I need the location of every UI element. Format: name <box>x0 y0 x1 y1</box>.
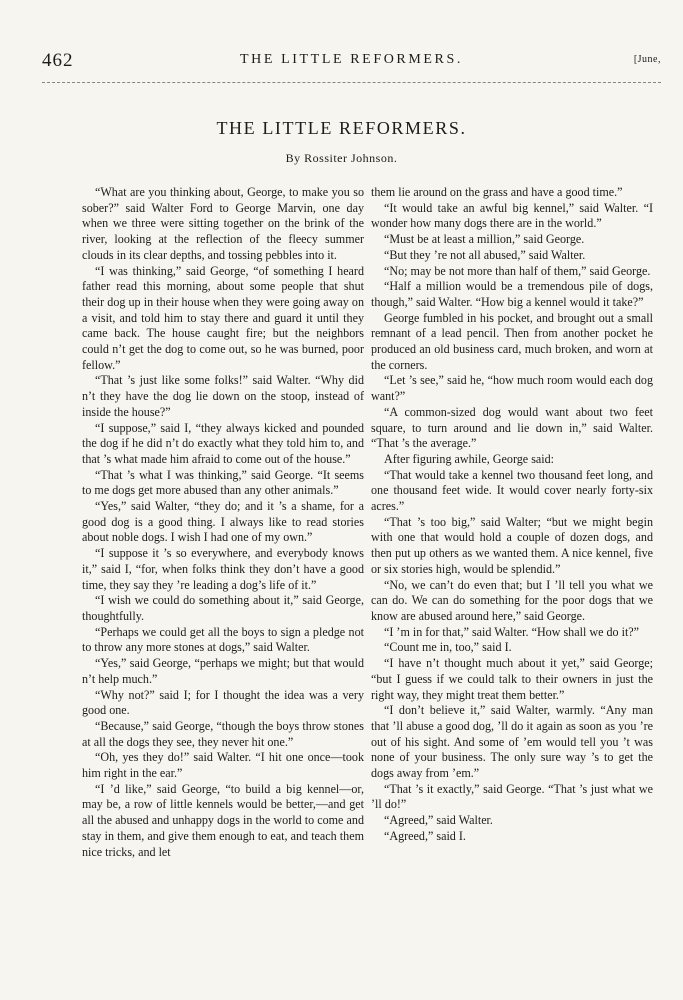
paragraph: “Why not?” said I; for I thought the idea was a very good one. <box>82 687 364 718</box>
running-title: THE LITTLE REFORMERS. <box>240 52 463 67</box>
paragraph: “I have n’t thought much about it yet,” said George; “but I guess if we could talk to their owners in just the right way, they might treat them better.” <box>371 656 653 702</box>
paragraph: “Agreed,” said Walter. <box>384 813 493 828</box>
paragraph: “That ’s what I was thinking,” said George. “It seems to me dogs get more abused than any other animals.” <box>82 467 364 498</box>
paragraph: “Agreed,” said I. <box>384 828 466 843</box>
running-header <box>42 50 661 72</box>
paragraph: “Count me in, too,” said I. <box>384 640 512 655</box>
paragraph: “What are you thinking about, George, to make you so sober?” said Walter Ford to George Marvin, one day when we three were sitting together on the brink of the river, looking at the reflection of the fleecy summer clouds in its clear depths, and tossing pebbles into it. <box>82 185 364 262</box>
paragraph: “Perhaps we could get all the boys to sign a pledge not to throw any more stones at dogs,” said Walter. <box>82 624 364 655</box>
paragraph: “I ’m in for that,” said Walter. “How shall we do it?” <box>384 624 640 639</box>
paragraph: “A common-sized dog would want about two feet square, to turn around and lie down in,” said Walter. “That ’s the average.” <box>371 404 653 451</box>
right-column <box>371 185 653 845</box>
paragraph: “That ’s too big,” said Walter; “but we might begin with one that would hold a couple of dozen dogs, and then put up others as we wanted them. A nice kennel, five or six stories high, would be splendid.” <box>371 514 653 576</box>
paragraph: “That would take a kennel two thousand feet long, and one thousand feet wide. It would cover nearly forty-six acres.” <box>371 467 653 514</box>
paragraph: “Let ’s see,” said he, “how much room would each dog want?” <box>371 373 653 404</box>
paragraph: “Yes,” said Walter, “they do; and it ’s a shame, for a good dog is a good thing. I always like to read stories about noble dogs. I wish I had one of my own.” <box>82 499 364 545</box>
paragraph: “No; may be not more than half of them,” said George. <box>384 263 651 278</box>
paragraph: “I wish we could do something about it,” said George, thoughtfully. <box>82 593 364 623</box>
paragraph: “No, we can’t do even that; but I ’ll tell you what we can do. We can do something for the poor dogs that we know are abused around here,” said George. <box>371 577 653 623</box>
paragraph: “Half a million would be a tremendous pile of dogs, though,” said Walter. “How big a kennel would it take?” <box>371 279 653 309</box>
paragraph: “Oh, yes they do!” said Walter. “I hit one once—took him right in the ear.” <box>82 750 364 781</box>
paragraph: George fumbled in his pocket, and brought out a small remnant of a lead pencil. Then from another pocket he produced an old business card, much broken, and worn at the corners. <box>371 310 653 372</box>
paragraph: “I ’d like,” said George, “to build a big kennel—or, may be, a row of little kennels would be better,—and get all the abused and unhappy dogs in the world to come and stay in them, and give them enough to eat, and teach them nice tricks, and let <box>82 781 364 859</box>
paragraph: After figuring awhile, George said: <box>384 451 555 466</box>
paragraph: “Must be at least a million,” said George. <box>384 232 585 247</box>
page-number: 462 <box>42 50 74 71</box>
byline: By Rossiter Johnson. <box>285 151 398 165</box>
paragraph: “Because,” said George, “though the boys throw stones at all the dogs they see, they never hit one.” <box>82 718 364 749</box>
paragraph: “I suppose it ’s so everywhere, and everybody knows it,” said I, “for, when folks think they don’t have a good time, they say they ’re leading a dog’s life of it.” <box>82 546 364 592</box>
paragraph: “That ’s just like some folks!” said Walter. “Why did n’t they have the dog lie down on the stoop, instead of inside the house?” <box>82 373 364 419</box>
paragraph: “That ’s it exactly,” said George. “That ’s just what we ’ll do!” <box>371 781 653 812</box>
month-label: [June, <box>633 54 661 65</box>
paragraph: “I suppose,” said I, “they always kicked and pounded the dog if he did n’t do exactly what they told him to, and that ’s what made him afraid to come out of the house.” <box>82 420 364 466</box>
paragraph: “Yes,” said George, “perhaps we might; but that would n’t help much.” <box>82 656 364 686</box>
paragraph: “It would take an awful big kennel,” said Walter. “I wonder how many dogs there are in the world.” <box>371 200 653 231</box>
header-rule <box>42 82 661 83</box>
paragraph: “I don’t believe it,” said Walter, warmly. “Any man that ’ll abuse a good dog, ’ll do it again as soon as you ’re out of his sight. And some of ’em would tell you ’t was none of your business. The only sure way ’s to get the dogs away from ’em.” <box>371 703 653 781</box>
article-title: THE LITTLE REFORMERS. <box>216 118 467 138</box>
left-column <box>82 185 364 860</box>
paragraph: “But they ’re not all abused,” said Walter. <box>384 247 586 262</box>
paragraph-continued: them lie around on the grass and have a good time.” <box>371 185 623 199</box>
paragraph: “I was thinking,” said George, “of something I heard father read this morning, about some people that shut their dog up in their house when they were going away on a visit, and told him to stay there and guard it until they came back. The house caught fire; but the neighbors could n’t get the dog to come out, so he was burned, poor fellow.” <box>82 263 364 372</box>
